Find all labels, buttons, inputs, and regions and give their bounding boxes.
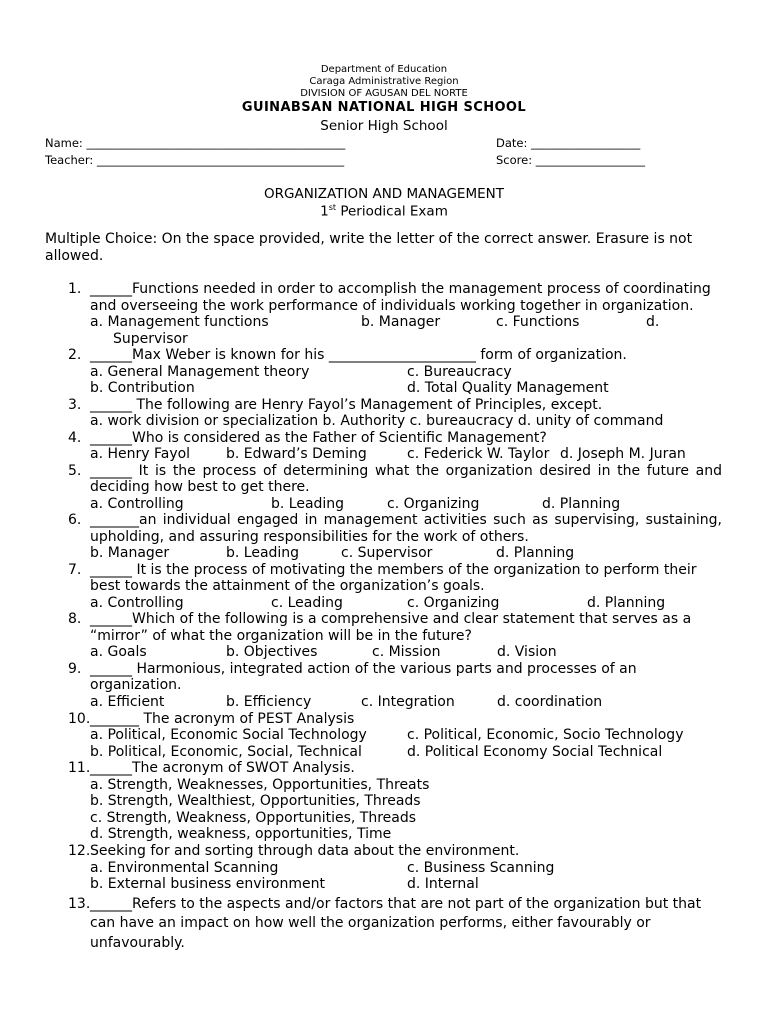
region-name: Caraga Administrative Region [309,76,459,87]
question-text: ______Who is considered as the Father of Scientific Management? [90,430,547,446]
option-c: c. Functions [496,314,580,330]
question-text: Seeking for and sorting through data about the environment. [90,843,520,859]
option-b: b. Strength, Wealthiest, Opportunities, Threads [90,793,421,809]
question-text: and overseeing the work performance of individuals working together in organization. [90,298,694,314]
instructions-line1: Multiple Choice: On the space provided, write the letter of the correct answer. Erasure is not [45,231,693,247]
option-c: c. Strength, Weakness, Opportunities, Threads [90,810,417,826]
question-number: 3. [68,397,82,413]
option-d: d. [646,314,660,330]
question-number: 1. [68,281,82,297]
option-a: a. Strength, Weaknesses, Opportunities, Threats [90,777,430,793]
option-a: a. Political, Economic Social Technology [90,727,367,743]
option-a: a. Controlling [90,595,184,611]
exam-title: 1st Periodical Exam [320,203,448,220]
option-c: c. Organizing [407,595,500,611]
question-text: ______Which of the following is a comprehensive and clear statement that serves as a [90,611,692,627]
question-text: organization. [90,677,182,693]
options-line: a. work division or specialization b. Authority c. bureaucracy d. unity of command [90,413,664,429]
question-text: ______Functions needed in order to accomplish the management process of coordinating [90,281,711,297]
question-text: deciding how best to get there. [90,479,310,495]
question-number: 7. [68,562,82,578]
option-d: d. Joseph M. Juran [560,446,686,462]
option-d: d. Political Economy Social Technical [407,744,663,760]
question-text: ______Max Weber is known for his _____________________ form of organization. [90,347,627,363]
question-text: ______The acronym of SWOT Analysis. [90,760,355,776]
option-a: a. Controlling [90,496,184,512]
question-text: ______ Harmonious, integrated action of the various parts and processes of an [90,661,637,677]
option-a: a. Henry Fayol [90,446,191,462]
question-text: ______ It is the process of determining what the organization desired in the future and [90,463,722,479]
question-number: 12. [68,843,91,859]
question-number: 2. [68,347,82,363]
question-text: ______ It is the process of motivating the members of the organization to perform their [90,562,697,578]
question-number: 8. [68,611,82,627]
option-a: a. Goals [90,644,147,660]
question-number: 13. [68,896,91,912]
option-d-text: Supervisor [113,331,188,347]
instructions-line2: allowed. [45,248,104,264]
question-number: 5. [68,463,82,479]
option-a: b. Manager [90,545,170,561]
option-a: a. Management functions [90,314,269,330]
option-b: b. External business environment [90,876,325,892]
question-number: 11. [68,760,91,776]
option-b: b. Contribution [90,380,195,396]
option-b: b. Leading [226,545,300,561]
question-text: unfavourably. [90,935,185,951]
school-name: GUINABSAN NATIONAL HIGH SCHOOL [241,100,527,115]
option-d: d. Total Quality Management [407,380,609,396]
question-text: can have an impact on how well the organization performs, either favourably or [90,915,651,931]
date-field: Date: ___________________ [496,136,641,150]
question-text: best towards the attainment of the organization’s goals. [90,578,485,594]
option-d: d. Internal [407,876,479,892]
score-field: Score: ___________________ [496,153,645,167]
subject-title: ORGANIZATION AND MANAGEMENT [264,186,504,202]
option-c: c. Business Scanning [407,860,555,876]
question-text: upholding, and assuring responsibilities for the work of others. [90,529,529,545]
question-text: _______an individual engaged in management activities such as supervising, sustaining, [90,512,722,528]
dept-name: Department of Education [320,64,448,75]
option-c: c. Organizing [387,496,480,512]
question-number: 10. [68,711,91,727]
option-b: b. Edward’s Deming [226,446,367,462]
question-number: 6. [68,512,82,528]
option-b: b. Efficiency [226,694,312,710]
option-b: b. Objectives [226,644,318,660]
option-c: c. Federick W. Taylor [407,446,550,462]
question-text: “mirror” of what the organization will be in the future? [90,628,472,644]
option-c: c. Supervisor [341,545,433,561]
question-text: _______ The acronym of PEST Analysis [90,711,355,727]
option-d: d. Strength, weakness, opportunities, Time [90,826,392,842]
question-text: ______Refers to the aspects and/or factors that are not part of the organization but that [90,896,702,912]
option-d: d. Planning [542,496,621,512]
option-c: c. Bureaucracy [407,364,512,380]
option-c: c. Mission [372,644,441,660]
option-a: a. Environmental Scanning [90,860,279,876]
division-name: DIVISION OF AGUSAN DEL NORTE [300,88,468,99]
option-b: b. Political, Economic, Social, Technical [90,744,362,760]
question-text: ______ The following are Henry Fayol’s Management of Principles, except. [90,397,603,413]
option-d: d. Vision [497,644,557,660]
option-a: a. General Management theory [90,364,310,380]
option-b: b. Manager [361,314,441,330]
question-number: 4. [68,430,82,446]
option-c: c. Political, Economic, Socio Technology [407,727,684,743]
option-b: c. Leading [271,595,343,611]
school-level: Senior High School [320,118,448,134]
option-d: d. Planning [496,545,575,561]
option-a: a. Efficient [90,694,165,710]
name-field: Name: _____________________________________________ [45,136,346,150]
option-b: b. Leading [271,496,345,512]
teacher-field: Teacher: ___________________________________________ [45,153,345,167]
option-c: c. Integration [361,694,455,710]
option-d: d. Planning [587,595,666,611]
question-number: 9. [68,661,82,677]
option-d: d. coordination [497,694,603,710]
